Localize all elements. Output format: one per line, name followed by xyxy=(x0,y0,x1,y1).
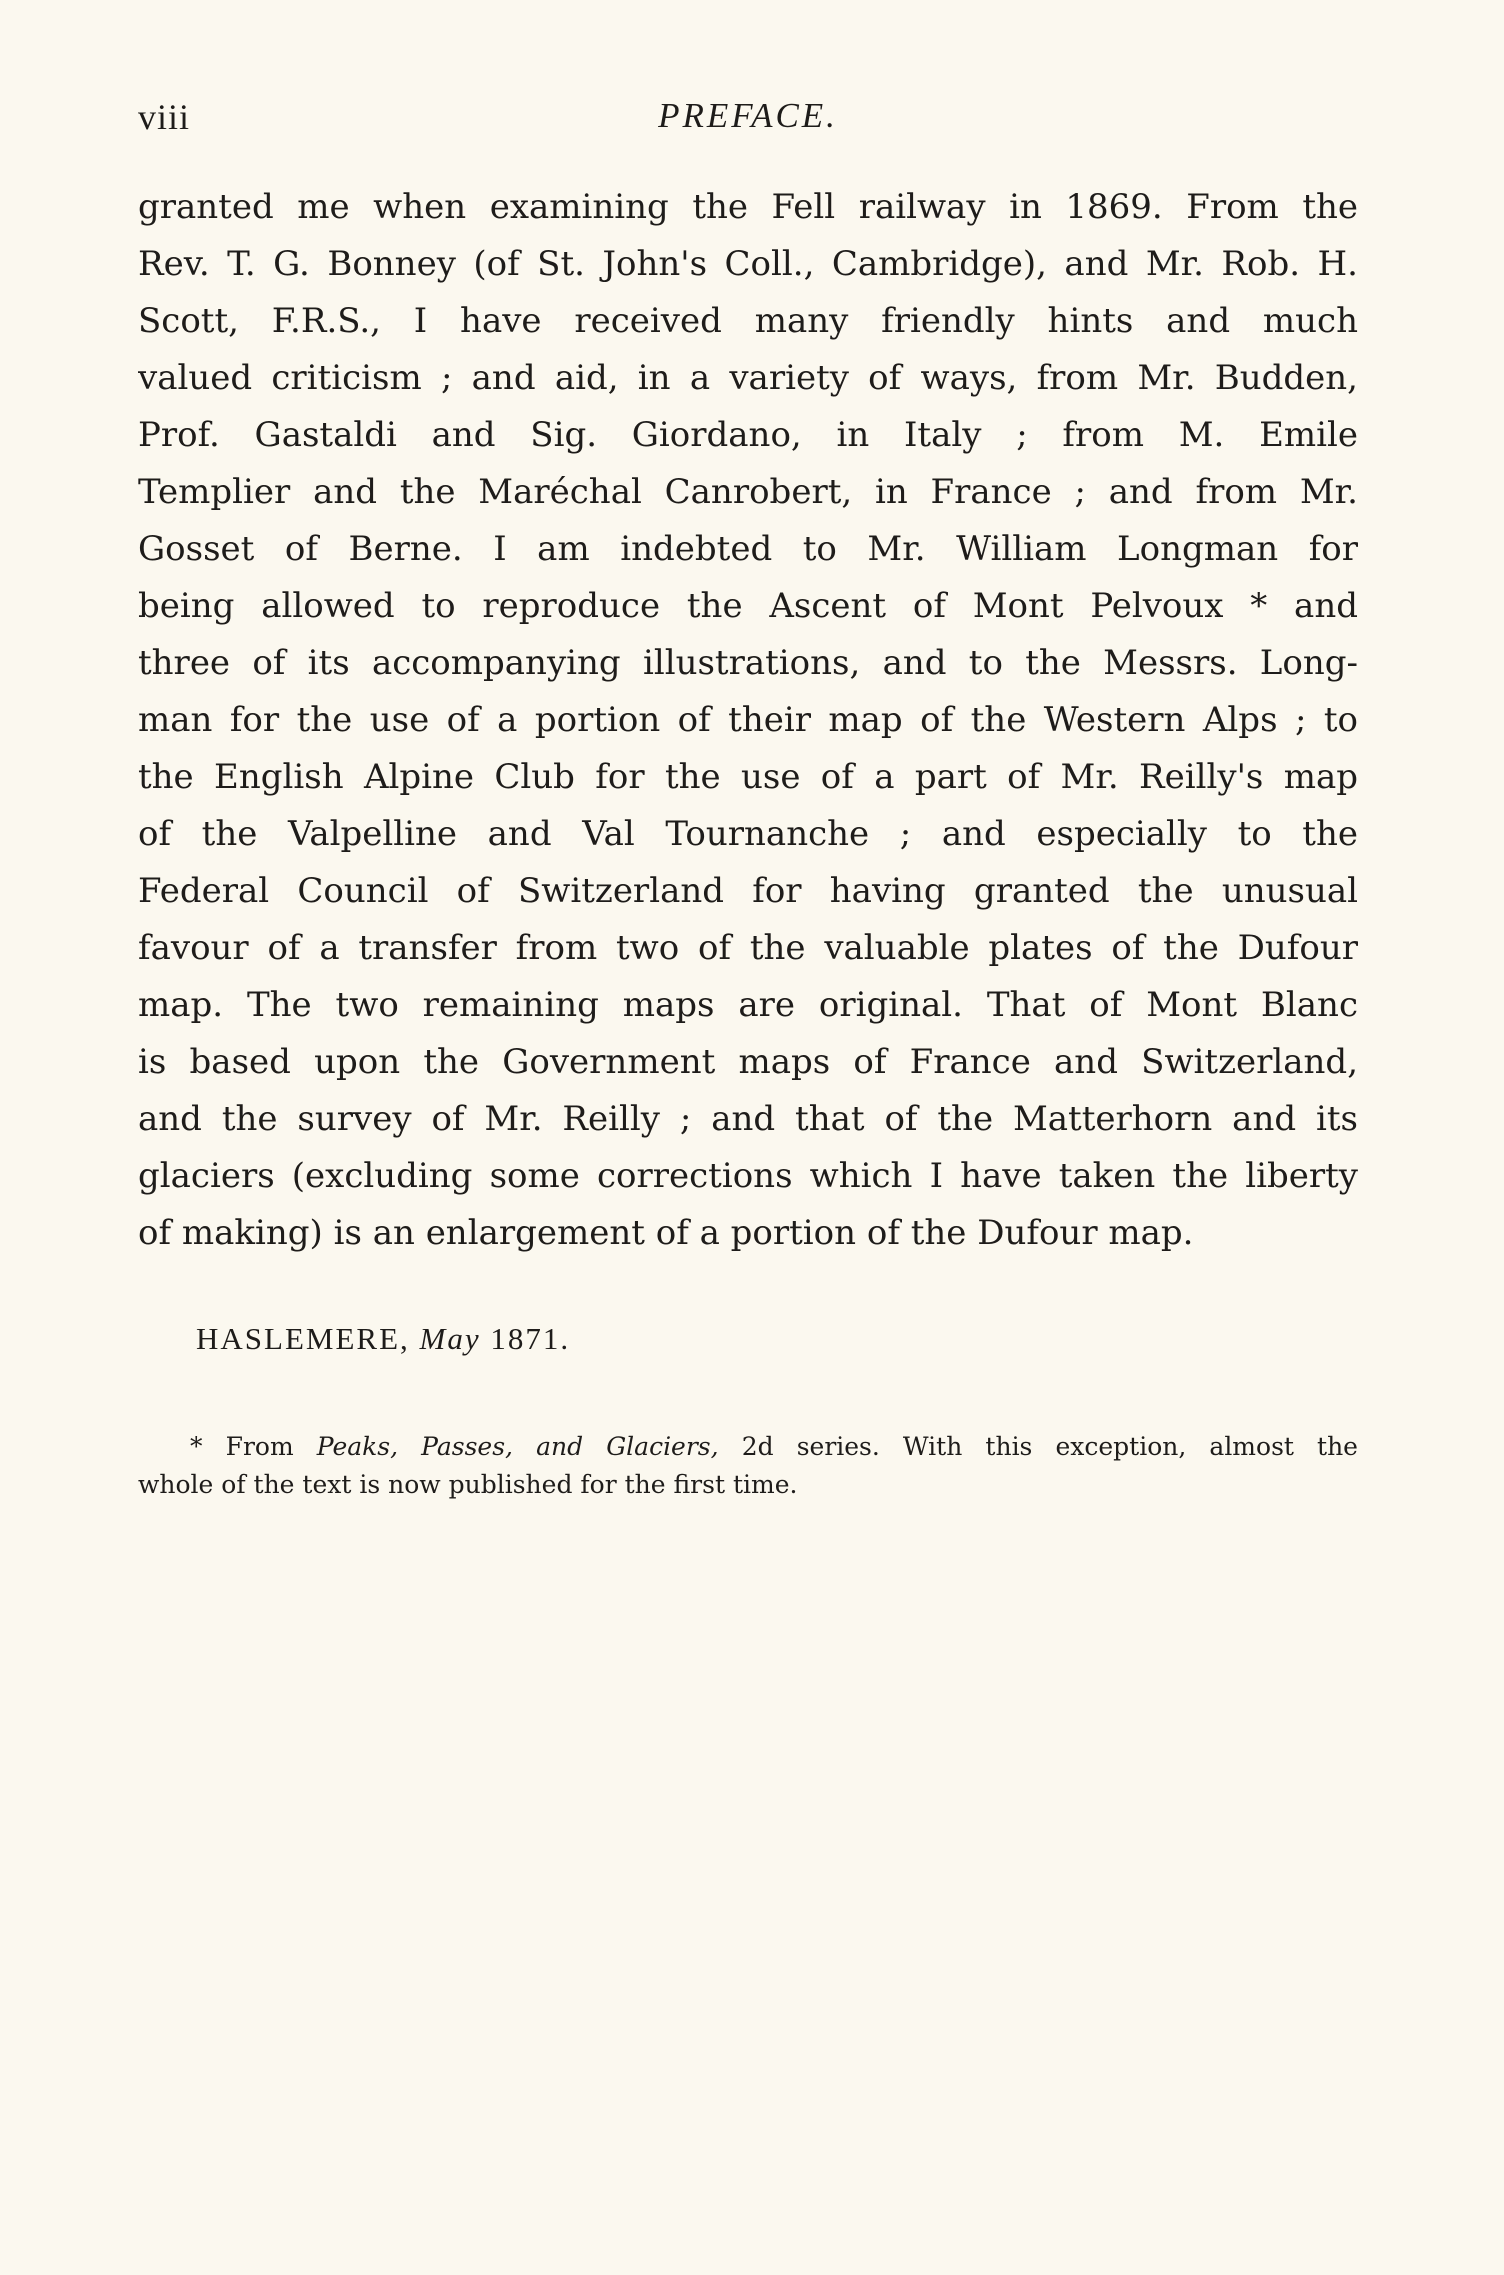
body-line: map. The two remaining maps are original. That of Mont Blanc xyxy=(138,985,1358,1025)
body-line: glaciers (excluding some corrections which I have taken the liberty xyxy=(138,1156,1358,1196)
body-line: is based upon the Government maps of France and Switzerland, xyxy=(138,1042,1358,1082)
signature-month: May xyxy=(419,1321,481,1356)
running-title: PREFACE. xyxy=(658,96,838,135)
body-line: granted me when examining the Fell railway in 1869. From the xyxy=(138,187,1358,227)
body-line: Scott, F.R.S., I have received many friendly hints and much xyxy=(138,301,1358,341)
footnote-marker: * xyxy=(190,1432,203,1461)
body-line: Templier and the Maréchal Canrobert, in France ; and from Mr. xyxy=(138,472,1358,512)
body-line: man for the use of a portion of their map of the Western Alps ; to xyxy=(138,700,1358,740)
footnote-prefix: From xyxy=(225,1432,294,1461)
body-line: Prof. Gastaldi and Sig. Giordano, in Italy ; from M. Emile xyxy=(138,415,1358,455)
footnote-text: 2d series. With this exception, almost the xyxy=(741,1432,1358,1461)
body-line: valued criticism ; and aid, in a variety of ways, from Mr. Budden, xyxy=(138,358,1358,398)
place-date-signature xyxy=(196,1321,570,1357)
footnote xyxy=(138,1428,1358,1504)
body-line: of making) is an enlargement of a portion of the Dufour map. xyxy=(138,1213,1194,1253)
running-head xyxy=(138,96,1358,146)
signature-place: HASLEMERE, xyxy=(196,1321,410,1356)
body-line: Rev. T. G. Bonney (of St. John's Coll., Cambridge), and Mr. Rob. H. xyxy=(138,244,1358,284)
body-line: Federal Council of Switzerland for having granted the unusual xyxy=(138,871,1358,911)
preface-body xyxy=(138,179,1358,1279)
body-line: and the survey of Mr. Reilly ; and that of the Matterhorn and its xyxy=(138,1099,1358,1139)
signature-year: 1871. xyxy=(490,1321,571,1356)
footnote-book-title: Peaks, Passes, and Glaciers, xyxy=(316,1432,719,1461)
footnote-line xyxy=(138,1428,1358,1466)
page-number: viii xyxy=(138,97,191,137)
footnote-line: whole of the text is now published for the first time. xyxy=(138,1470,798,1499)
body-line: three of its accompanying illustrations, and to the Messrs. Long- xyxy=(138,643,1358,683)
body-line: of the Valpelline and Val Tournanche ; and especially to the xyxy=(138,814,1358,854)
body-line: the English Alpine Club for the use of a part of Mr. Reilly's map xyxy=(138,757,1358,797)
body-line: favour of a transfer from two of the valuable plates of the Dufour xyxy=(138,928,1358,968)
body-line: being allowed to reproduce the Ascent of Mont Pelvoux * and xyxy=(138,586,1358,626)
body-line: Gosset of Berne. I am indebted to Mr. William Longman for xyxy=(138,529,1358,569)
